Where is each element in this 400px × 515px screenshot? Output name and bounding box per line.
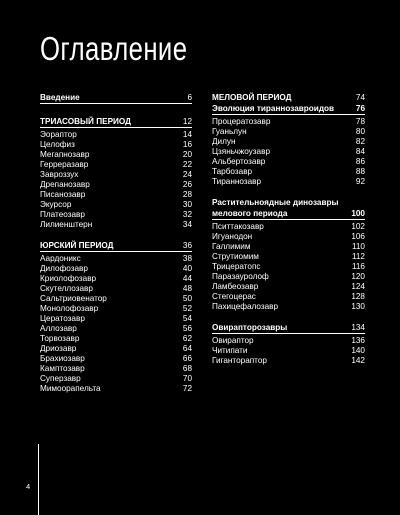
- entry-page: 48: [182, 284, 192, 293]
- entry-page: 68: [182, 364, 192, 373]
- entry-page: 32: [182, 210, 192, 219]
- section-heading[interactable]: [212, 322, 365, 334]
- section-subtitle: Эволюция тираннозавроидов: [212, 104, 335, 113]
- toc-right-column: [212, 92, 365, 376]
- entry-name: Овираптор: [212, 336, 254, 345]
- toc-entry[interactable]: [40, 200, 192, 210]
- toc-entry[interactable]: [212, 137, 365, 147]
- toc-entry[interactable]: [40, 354, 192, 364]
- section-subtitle-page: 76: [355, 104, 365, 113]
- toc-entry[interactable]: [40, 264, 192, 274]
- entry-name: Торвозавр: [40, 334, 80, 343]
- entry-name: Монолофозавр: [40, 304, 99, 313]
- entry-page: 66: [182, 354, 192, 363]
- toc-entry[interactable]: [212, 167, 365, 177]
- entry-name: Камптозавр: [40, 364, 85, 373]
- toc-entry[interactable]: [40, 180, 192, 190]
- entry-name: Суперзавр: [40, 374, 81, 383]
- toc-entry[interactable]: [40, 374, 192, 384]
- toc-section: [212, 197, 365, 312]
- entry-page: 84: [355, 147, 365, 156]
- toc-entry[interactable]: [212, 282, 365, 292]
- section-page: 36: [182, 241, 192, 250]
- entry-name: Лилиенштерн: [40, 220, 93, 229]
- section-subtitle: мелового периода: [212, 209, 288, 218]
- section-heading[interactable]: [212, 92, 365, 103]
- entry-page: 20: [182, 150, 192, 159]
- toc-entry[interactable]: [212, 356, 365, 366]
- section-subtitle-page: 100: [351, 209, 365, 218]
- entry-page: 110: [351, 242, 365, 251]
- toc-entry[interactable]: [40, 254, 192, 264]
- toc-entry[interactable]: [40, 150, 192, 160]
- entry-page: 82: [355, 137, 365, 146]
- entry-name: Аллозавр: [40, 324, 77, 333]
- section-heading[interactable]: [40, 92, 192, 104]
- entry-name: Писанозавр: [40, 190, 86, 199]
- toc-section: [40, 116, 192, 230]
- entry-page: 40: [182, 264, 192, 273]
- entry-name: Дилофозавр: [40, 264, 88, 273]
- entry-page: 112: [351, 252, 365, 261]
- entry-page: 120: [351, 272, 365, 281]
- entry-name: Эораптор: [40, 130, 77, 139]
- section-heading[interactable]: [212, 197, 365, 208]
- entry-name: Струтиомим: [212, 252, 259, 261]
- toc-entry[interactable]: [40, 284, 192, 294]
- entry-page: 140: [351, 346, 365, 355]
- toc-entry[interactable]: [212, 292, 365, 302]
- vertical-rule: [38, 444, 39, 515]
- entry-page: 28: [182, 190, 192, 199]
- toc-section: [40, 240, 192, 394]
- entry-name: Дилун: [212, 137, 236, 146]
- entry-name: Экурсор: [40, 200, 72, 209]
- toc-entry[interactable]: [212, 302, 365, 312]
- section-subtitle-row[interactable]: [212, 103, 365, 115]
- entry-name: Брахиозавр: [40, 354, 85, 363]
- toc-entry[interactable]: [40, 190, 192, 200]
- entry-page: 34: [182, 220, 192, 229]
- toc-entry[interactable]: [40, 344, 192, 354]
- toc-entry[interactable]: [212, 242, 365, 252]
- section-page: 6: [187, 93, 192, 102]
- toc-entry[interactable]: [212, 336, 365, 346]
- entry-page: 136: [351, 336, 365, 345]
- entry-page: 24: [182, 170, 192, 179]
- section-title: МЕЛОВОЙ ПЕРИОД: [212, 93, 292, 102]
- toc-entry[interactable]: [40, 274, 192, 284]
- toc-entry[interactable]: [212, 117, 365, 127]
- entry-page: 52: [182, 304, 192, 313]
- toc-section: [40, 92, 192, 106]
- entry-name: Мегапнозавр: [40, 150, 90, 159]
- entry-name: Ламбеозавр: [212, 282, 259, 291]
- entry-page: 92: [355, 177, 365, 186]
- entry-name: Аардоникс: [40, 254, 81, 263]
- entry-name: Криолофозавр: [40, 274, 97, 283]
- section-title: Овирапторозавры: [212, 323, 288, 332]
- entry-name: Галлимим: [212, 242, 251, 251]
- toc-entry[interactable]: [40, 140, 192, 150]
- entry-name: Процератозавр: [212, 117, 271, 126]
- entry-name: Скутеллозавр: [40, 284, 93, 293]
- toc-entry[interactable]: [40, 324, 192, 334]
- toc-entry[interactable]: [212, 262, 365, 272]
- toc-entry[interactable]: [212, 222, 365, 232]
- section-page: 12: [182, 117, 192, 126]
- section-heading[interactable]: [40, 116, 192, 128]
- toc-entry[interactable]: [40, 304, 192, 314]
- entry-name: Цератозавр: [40, 314, 85, 323]
- entry-name: Цзяньчжоузавр: [212, 147, 270, 156]
- entry-page: 38: [182, 254, 192, 263]
- toc-entry[interactable]: [212, 232, 365, 242]
- section-page: 74: [355, 93, 365, 102]
- page-number: 4: [26, 482, 31, 491]
- entry-page: 130: [351, 302, 365, 311]
- entry-page: 80: [355, 127, 365, 136]
- entry-name: Мимоорапельта: [40, 384, 101, 393]
- toc-entry[interactable]: [212, 272, 365, 282]
- entry-page: 116: [351, 262, 365, 271]
- entry-name: Дриозавр: [40, 344, 77, 353]
- entry-name: Альбертозавр: [212, 157, 266, 166]
- toc-entry[interactable]: [40, 384, 192, 394]
- entry-name: Пахицефалозавр: [212, 302, 279, 311]
- section-subtitle-row[interactable]: [212, 208, 365, 220]
- toc-entry[interactable]: [40, 294, 192, 304]
- toc-entry[interactable]: [212, 252, 365, 262]
- toc-entry[interactable]: [212, 157, 365, 167]
- entry-page: 78: [355, 117, 365, 126]
- entry-page: 14: [182, 130, 192, 139]
- entry-page: 128: [351, 292, 365, 301]
- toc-entry[interactable]: [40, 170, 192, 180]
- entry-name: Паразауролоф: [212, 272, 269, 281]
- entry-page: 50: [182, 294, 192, 303]
- entry-page: 54: [182, 314, 192, 323]
- entry-name: Герреразавр: [40, 160, 89, 169]
- entry-page: 70: [182, 374, 192, 383]
- entry-page: 86: [355, 157, 365, 166]
- entry-page: 16: [182, 140, 192, 149]
- toc-entry[interactable]: [212, 177, 365, 187]
- entry-name: Тираннозавр: [212, 177, 262, 186]
- section-heading[interactable]: [40, 240, 192, 252]
- entry-page: 106: [351, 232, 365, 241]
- toc-entry[interactable]: [212, 147, 365, 157]
- page-title: Оглавление: [40, 30, 188, 67]
- toc-section: [212, 92, 365, 187]
- section-title: Введение: [40, 93, 80, 102]
- entry-name: Сальтриовенатор: [40, 294, 107, 303]
- entry-page: 26: [182, 180, 192, 189]
- toc-section: [212, 322, 365, 366]
- entry-name: Трицератопс: [212, 262, 261, 271]
- section-title: ТРИАСОВЫЙ ПЕРИОД: [40, 117, 132, 126]
- entry-page: 88: [355, 167, 365, 176]
- entry-name: Гигантораптор: [212, 356, 267, 365]
- entry-page: 72: [182, 384, 192, 393]
- entry-name: Тарбозавр: [212, 167, 253, 176]
- entry-page: 30: [182, 200, 192, 209]
- entry-name: Гуаньлун: [212, 127, 247, 136]
- entry-name: Стегоцерас: [212, 292, 256, 301]
- toc-entry[interactable]: [40, 160, 192, 170]
- entry-page: 44: [182, 274, 192, 283]
- entry-name: Целофиз: [40, 140, 75, 149]
- toc-entry[interactable]: [40, 210, 192, 220]
- entry-name: Читипати: [212, 346, 248, 355]
- toc-entry[interactable]: [40, 314, 192, 324]
- entry-page: 142: [351, 356, 365, 365]
- section-title: Растительноядные динозавры: [212, 198, 339, 207]
- entry-page: 22: [182, 160, 192, 169]
- section-title: ЮРСКИЙ ПЕРИОД: [40, 241, 114, 250]
- entry-name: Дрепанозавр: [40, 180, 90, 189]
- entry-page: 64: [182, 344, 192, 353]
- toc-entry[interactable]: [40, 220, 192, 230]
- toc-entry[interactable]: [40, 130, 192, 140]
- entry-name: Завроззух: [40, 170, 79, 179]
- entry-page: 62: [182, 334, 192, 343]
- spacer: [40, 104, 192, 106]
- toc-entry[interactable]: [40, 334, 192, 344]
- toc-entry[interactable]: [212, 346, 365, 356]
- entry-page: 56: [182, 324, 192, 333]
- entry-name: Платеозавр: [40, 210, 85, 219]
- toc-entry[interactable]: [212, 127, 365, 137]
- toc-left-column: [40, 92, 192, 404]
- section-page: 134: [351, 323, 365, 332]
- entry-page: 124: [351, 282, 365, 291]
- entry-name: Пситтакозавр: [212, 222, 264, 231]
- entry-name: Игуанодон: [212, 232, 253, 241]
- entry-page: 102: [351, 222, 365, 231]
- toc-entry[interactable]: [40, 364, 192, 374]
